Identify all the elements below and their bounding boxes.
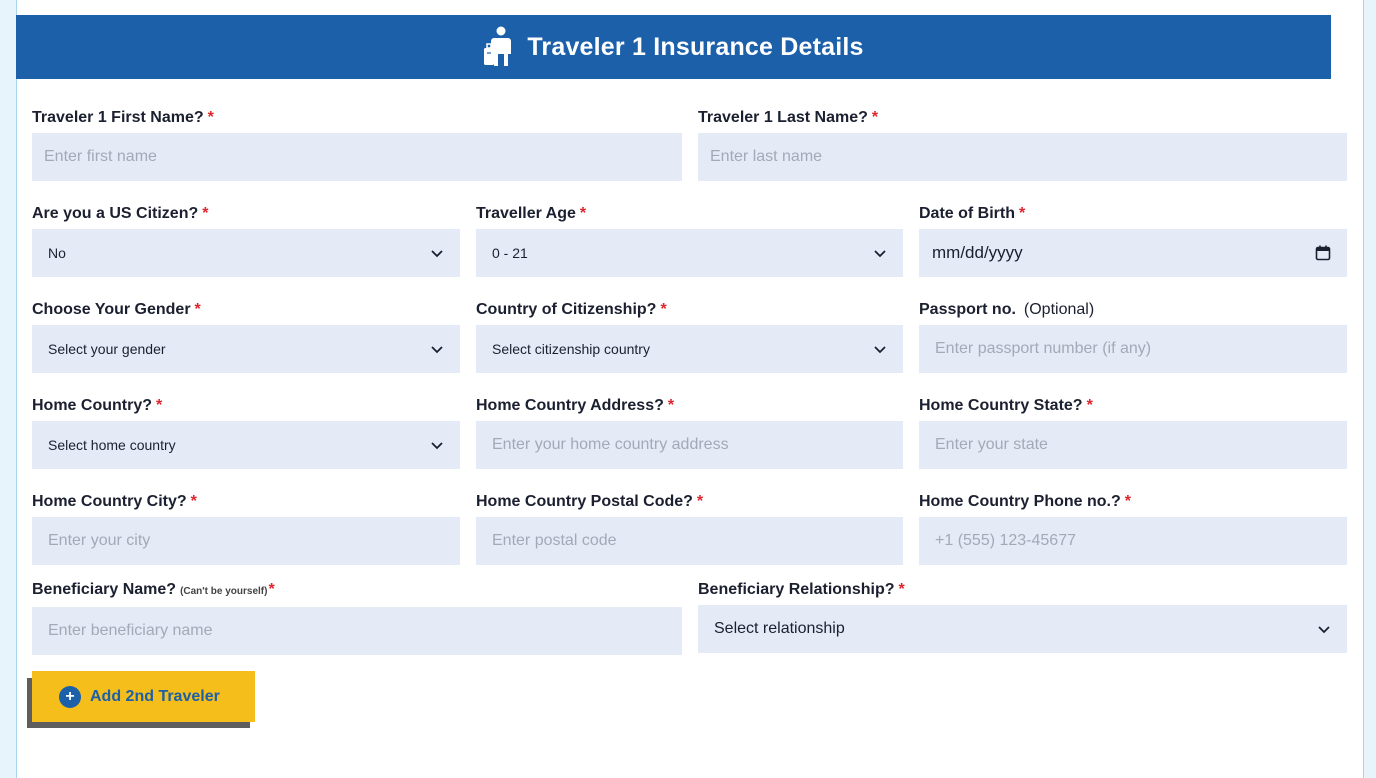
required-marker: * bbox=[1124, 493, 1132, 510]
gender-select[interactable] bbox=[32, 325, 460, 373]
home-address-input[interactable] bbox=[476, 421, 903, 469]
traveler-luggage-icon bbox=[483, 26, 517, 68]
gender-value: Select your gender bbox=[48, 341, 166, 357]
home-city-input[interactable] bbox=[32, 517, 460, 565]
phone-label: Home Country Phone no.? * bbox=[919, 493, 1132, 510]
required-marker: * bbox=[268, 581, 275, 598]
chevron-down-icon bbox=[1317, 622, 1331, 636]
last-name-input[interactable] bbox=[698, 133, 1347, 181]
phone-placeholder: +1 (555) 123-45677 bbox=[935, 532, 1076, 549]
beneficiary-relationship-select[interactable] bbox=[698, 605, 1347, 653]
calendar-icon[interactable] bbox=[1315, 245, 1331, 261]
beneficiary-relationship-value: Select relationship bbox=[714, 620, 845, 637]
home-state-label: Home Country State? * bbox=[919, 397, 1093, 414]
first-name-input[interactable] bbox=[32, 133, 682, 181]
citizenship-label: Country of Citizenship? * bbox=[476, 301, 667, 318]
home-address-label: Home Country Address? * bbox=[476, 397, 675, 414]
dob-label: Date of Birth * bbox=[919, 205, 1026, 222]
passport-label: Passport no. (Optional) bbox=[919, 301, 1095, 318]
required-marker: * bbox=[194, 301, 201, 318]
home-country-select[interactable] bbox=[32, 421, 460, 469]
last-name-placeholder: Enter last name bbox=[710, 148, 823, 165]
home-state-input[interactable] bbox=[919, 421, 1347, 469]
age-value: 0 - 21 bbox=[492, 245, 528, 261]
optional-marker: (Optional) bbox=[1023, 301, 1095, 318]
required-marker: * bbox=[1019, 205, 1026, 222]
postal-code-label: Home Country Postal Code? * bbox=[476, 493, 704, 510]
required-marker: * bbox=[667, 397, 675, 414]
home-city-label: Home Country City? * bbox=[32, 493, 197, 510]
dob-value: mm/dd/yyyy bbox=[932, 243, 1023, 262]
required-marker: * bbox=[871, 109, 879, 126]
first-name-placeholder: Enter first name bbox=[44, 148, 157, 165]
required-marker: * bbox=[1086, 397, 1093, 414]
beneficiary-name-label: Beneficiary Name? (Can't be yourself)* bbox=[32, 581, 275, 598]
chevron-down-icon bbox=[873, 342, 887, 356]
chevron-down-icon bbox=[873, 246, 887, 260]
beneficiary-name-placeholder: Enter beneficiary name bbox=[48, 622, 213, 639]
passport-placeholder: Enter passport number (if any) bbox=[935, 340, 1152, 357]
age-label: Traveller Age * bbox=[476, 205, 587, 222]
phone-input[interactable] bbox=[919, 517, 1347, 565]
us-citizen-value: No bbox=[48, 245, 66, 261]
first-name-label: Traveler 1 First Name? * bbox=[32, 109, 214, 126]
required-marker: * bbox=[207, 109, 214, 126]
postal-code-input[interactable] bbox=[476, 517, 903, 565]
required-marker: * bbox=[660, 301, 667, 318]
form-card bbox=[16, 0, 1364, 778]
add-traveler-button[interactable] bbox=[32, 671, 255, 722]
required-marker: * bbox=[156, 397, 163, 414]
gender-label: Choose Your Gender * bbox=[32, 301, 201, 318]
passport-input[interactable] bbox=[919, 325, 1347, 373]
home-city-placeholder: Enter your city bbox=[48, 532, 151, 549]
beneficiary-note: (Can't be yourself) bbox=[180, 586, 268, 597]
citizenship-value: Select citizenship country bbox=[492, 341, 650, 357]
required-marker: * bbox=[202, 205, 209, 222]
beneficiary-name-input[interactable] bbox=[32, 607, 682, 655]
us-citizen-label: Are you a US Citizen? * bbox=[32, 205, 209, 222]
required-marker: * bbox=[898, 581, 905, 598]
home-state-placeholder: Enter your state bbox=[935, 436, 1048, 453]
form-title: Traveler 1 Insurance Details bbox=[527, 32, 864, 61]
beneficiary-relationship-label: Beneficiary Relationship? * bbox=[698, 581, 905, 598]
plus-circle-icon: + bbox=[59, 686, 81, 708]
home-country-value: Select home country bbox=[48, 437, 176, 453]
chevron-down-icon bbox=[430, 342, 444, 356]
us-citizen-select[interactable] bbox=[32, 229, 460, 277]
chevron-down-icon bbox=[430, 246, 444, 260]
required-marker: * bbox=[190, 493, 197, 510]
form-header bbox=[16, 15, 1331, 79]
required-marker: * bbox=[696, 493, 704, 510]
citizenship-select[interactable] bbox=[476, 325, 903, 373]
chevron-down-icon bbox=[430, 438, 444, 452]
home-address-placeholder: Enter your home country address bbox=[492, 436, 729, 453]
dob-input[interactable] bbox=[919, 229, 1347, 277]
age-select[interactable] bbox=[476, 229, 903, 277]
postal-code-placeholder: Enter postal code bbox=[492, 532, 617, 549]
home-country-label: Home Country? * bbox=[32, 397, 163, 414]
required-marker: * bbox=[579, 205, 587, 222]
add-traveler-label: Add 2nd Traveler bbox=[90, 687, 220, 705]
last-name-label: Traveler 1 Last Name? * bbox=[698, 109, 879, 126]
